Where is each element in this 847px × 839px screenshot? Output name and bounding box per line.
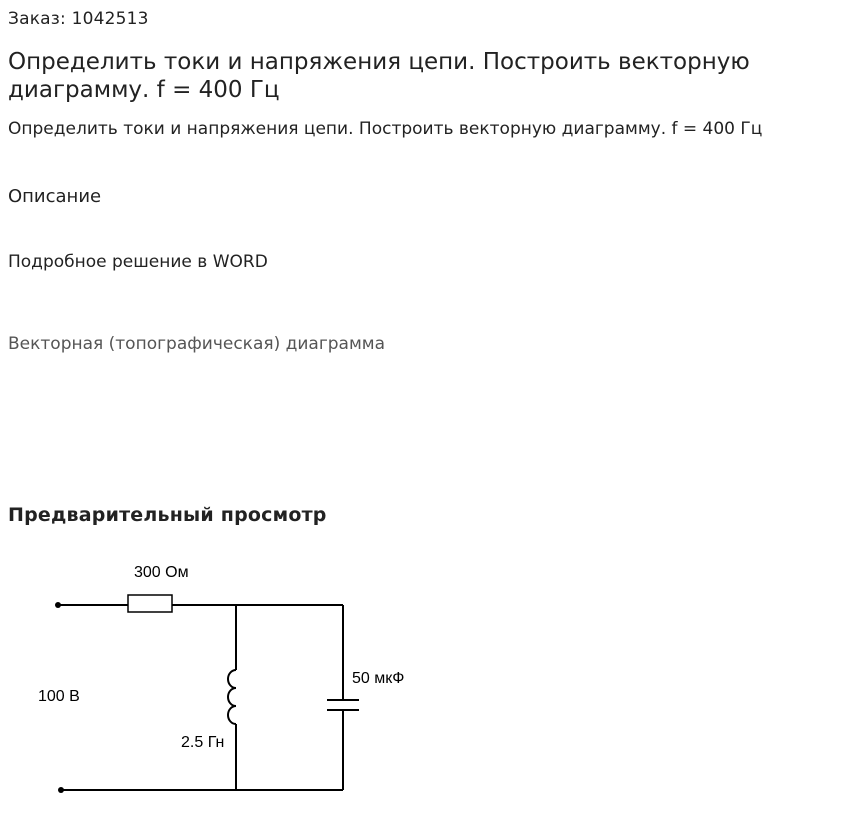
preview-heading: Предварительный просмотр xyxy=(8,504,327,526)
source-label: 100 В xyxy=(38,688,80,705)
solution-format-text: Подробное решение в WORD xyxy=(8,252,268,272)
description-heading: Описание xyxy=(8,186,102,207)
resistor-label: 300 Ом xyxy=(134,564,189,581)
circuit-diagram xyxy=(0,545,847,839)
product-description: Определить токи и напряжения цепи. Построить векторную диаграмму. f = 400 Гц xyxy=(8,119,763,139)
terminal-top xyxy=(55,602,61,608)
inductor-label: 2.5 Гн xyxy=(181,734,225,751)
capacitor-label: 50 мкФ xyxy=(352,670,405,687)
order-number: Заказ: 1042513 xyxy=(8,9,149,29)
inductor-coil xyxy=(228,670,236,724)
product-title: Определить токи и напряжения цепи. Построить векторную диаграмму. f = 400 Гц xyxy=(8,49,750,103)
terminal-bottom xyxy=(58,787,64,793)
resistor xyxy=(128,595,172,612)
vector-diagram-text: Векторная (топографическая) диаграмма xyxy=(8,334,386,354)
